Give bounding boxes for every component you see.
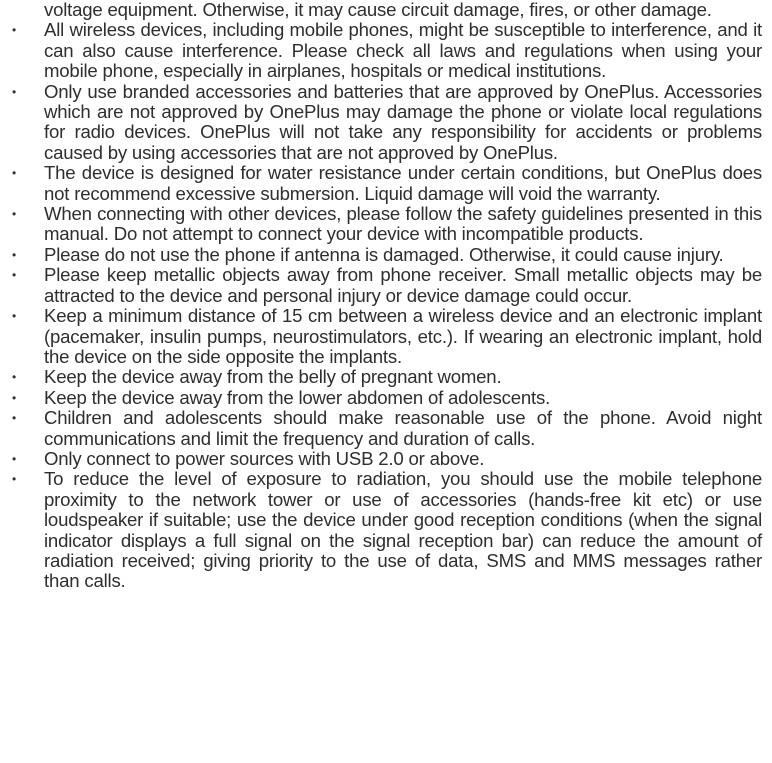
list-item-text: Only use branded accessories and batteries that are approved by OnePlus. Accessories which are not approved by OnePlus may damage the phone or violate local regulations for radio devices. OnePlus will not take any responsibility for accidents or problems caused by using accessories that are not approved by OnePlus. [44, 80, 762, 163]
bullet-icon: • [11, 472, 16, 487]
list-item-text: The device is designed for water resistance under certain conditions, but OnePlus does not recommend excessive submersion. Liquid damage will void the warranty. [44, 162, 762, 204]
list-item-text: Children and adolescents should make reasonable use of the phone. Avoid night communications and limit the frequency and duration of calls. [44, 407, 762, 449]
list-item-damaged-antenna [11, 243, 762, 265]
list-item-electronic-implant [11, 305, 762, 367]
list-item-radiation-exposure [11, 468, 762, 592]
bullet-icon: • [11, 411, 16, 426]
list-item-text: Please do not use the phone if antenna is damaged. Otherwise, it could cause injury. [44, 243, 724, 265]
bullet-icon: • [11, 309, 16, 324]
list-item-text: Please keep metallic objects away from phone receiver. Small metallic objects may be attracted to the device and personal injury or device damage could occur. [44, 264, 762, 306]
list-item-text: Keep the device away from the belly of pregnant women. [44, 366, 502, 388]
list-item-connecting-devices [11, 203, 762, 245]
list-item-text: Only connect to power sources with USB 2.0 or above. [44, 447, 485, 469]
bullet-icon: • [11, 247, 16, 262]
bullet-icon: • [11, 390, 16, 405]
bullet-icon: • [11, 84, 16, 99]
list-item-text: Keep a minimum distance of 15 cm between a wireless device and an electronic implant (pacemaker, insulin pumps, neurostimulators, etc.). If wearing an electronic implant, hold the device on the side opposite the implants. [44, 305, 762, 367]
list-item-approved-accessories [11, 80, 762, 164]
list-item-water-resistance [11, 162, 762, 204]
list-item-adolescents-abdomen [11, 386, 762, 408]
list-item-text: To reduce the level of exposure to radiation, you should use the mobile telephone proximity to the network tower or use of accessories (hands-free kit etc) or use loudspeaker if suitable; use the device under good reception conditions (when the signal indicator displays a full signal on the signal reception bar) can reduce the amount of radiation received; giving priority to the use of data, SMS and MMS messages rather than calls. [44, 468, 762, 592]
list-item-pregnant-women [11, 366, 762, 388]
safety-bullet-list [0, 20, 772, 591]
list-item-usb-power [11, 447, 762, 469]
continuation-paragraph: voltage equipment. Otherwise, it may cause circuit damage, fires, or other damage. [44, 0, 712, 20]
bullet-icon: • [11, 451, 16, 466]
bullet-icon: • [11, 268, 16, 283]
list-item-wireless-interference [11, 19, 762, 82]
list-item-children-use [11, 407, 762, 449]
list-item-text: Keep the device away from the lower abdomen of adolescents. [44, 386, 551, 408]
list-item-text: All wireless devices, including mobile phones, might be susceptible to interference, and it can also cause interference. Please check all laws and regulations when using your mobile phone, especially in airplanes, hospitals or medical institutions. [44, 19, 762, 82]
list-item-text: When connecting with other devices, please follow the safety guidelines presented in this manual. Do not attempt to connect your device with incompatible products. [44, 203, 762, 245]
bullet-icon: • [11, 207, 16, 222]
bullet-icon: • [11, 23, 16, 38]
list-item-metallic-objects [11, 264, 762, 306]
bullet-icon: • [11, 166, 16, 181]
bullet-icon: • [11, 370, 16, 385]
